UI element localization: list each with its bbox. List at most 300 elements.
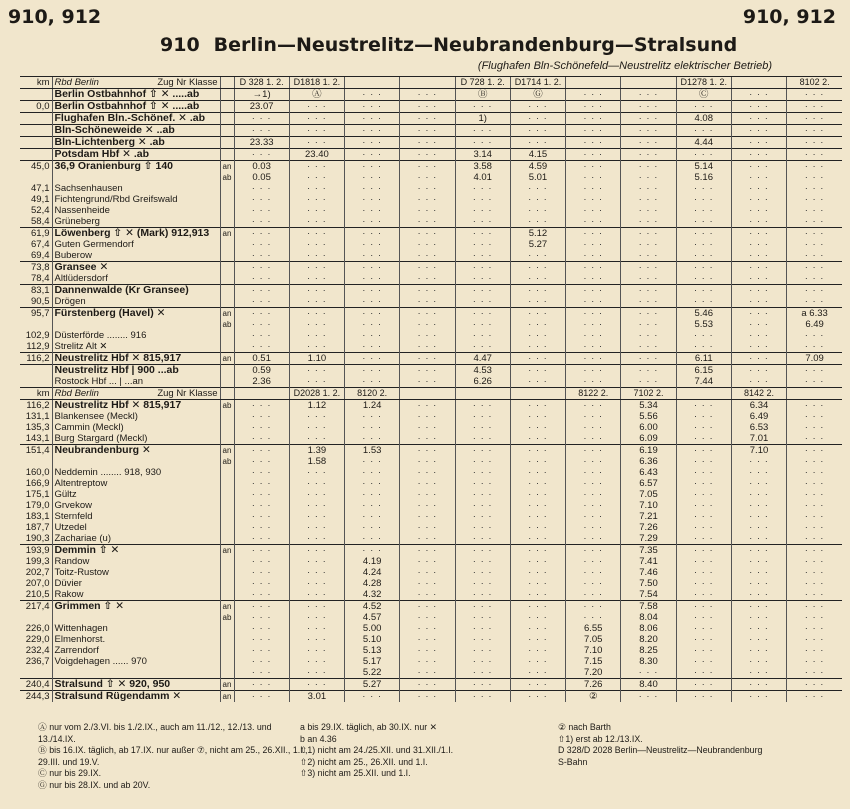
station-name: Fürstenberg (Havel) ✕	[52, 308, 220, 320]
time-cell: · · ·	[345, 205, 400, 216]
time-cell: · · ·	[731, 623, 786, 634]
time-cell: · · ·	[455, 285, 510, 297]
time-cell: · · ·	[289, 433, 344, 445]
time-cell: · · ·	[400, 285, 455, 297]
time-cell: 7.26	[621, 522, 676, 533]
arrival-departure-marker	[220, 296, 234, 308]
train-number: 8142 2.	[731, 388, 786, 400]
train-number	[676, 388, 731, 400]
time-cell: · · ·	[234, 467, 289, 478]
time-cell: · · ·	[510, 376, 565, 388]
timetable-row	[20, 433, 842, 445]
time-cell: · · ·	[400, 634, 455, 645]
time-cell: · · ·	[455, 183, 510, 194]
time-cell: · · ·	[731, 467, 786, 478]
time-cell: · · ·	[234, 522, 289, 533]
arrival-departure-marker	[220, 478, 234, 489]
time-cell: 6.11	[676, 353, 731, 365]
time-cell: · · ·	[345, 216, 400, 228]
time-cell: · · ·	[510, 411, 565, 422]
time-cell: · · ·	[455, 433, 510, 445]
timetable-row	[20, 353, 842, 365]
time-cell: · · ·	[731, 353, 786, 365]
time-cell: 4.52	[345, 601, 400, 613]
time-cell: · · ·	[400, 601, 455, 613]
time-cell: 6.26	[455, 376, 510, 388]
time-cell: · · ·	[234, 273, 289, 285]
time-cell: · · ·	[234, 149, 289, 161]
time-cell: · · ·	[400, 679, 455, 691]
time-cell: · · ·	[345, 239, 400, 250]
km-cell: 90,5	[31, 296, 50, 307]
time-cell: · · ·	[455, 634, 510, 645]
time-cell: · · ·	[566, 422, 621, 433]
time-cell: · · ·	[621, 250, 676, 262]
time-cell: 5.10	[345, 634, 400, 645]
time-cell: · · ·	[289, 467, 344, 478]
time-cell: 7.26	[566, 679, 621, 691]
km-cell: 226,0	[25, 623, 50, 634]
time-cell: · · ·	[621, 89, 676, 101]
time-cell: · · ·	[566, 612, 621, 623]
time-cell: · · ·	[455, 679, 510, 691]
time-cell: 8.40	[621, 679, 676, 691]
time-cell: · · ·	[676, 273, 731, 285]
time-cell: · · ·	[731, 228, 786, 240]
time-cell: · · ·	[400, 319, 455, 330]
time-cell: 0.59	[234, 365, 289, 377]
time-cell: · · ·	[566, 589, 621, 601]
arrival-departure-marker: ab	[220, 400, 234, 412]
time-cell: · · ·	[234, 216, 289, 228]
time-cell: · · ·	[400, 623, 455, 634]
time-cell: · · ·	[289, 296, 344, 308]
station-name: Berlin Ostbahnhof ⇧ ✕ .....ab	[52, 89, 220, 101]
time-cell: · · ·	[731, 89, 786, 101]
station-name: Voigdehagen ...... 970	[52, 656, 220, 667]
timetable-row	[20, 308, 842, 320]
station-name: Wittenhagen	[52, 623, 220, 634]
time-cell: · · ·	[566, 319, 621, 330]
time-cell: · · ·	[400, 250, 455, 262]
km-cell	[20, 376, 52, 388]
time-cell: · · ·	[400, 101, 455, 113]
time-cell: 4.59	[510, 161, 565, 173]
time-cell: · · ·	[731, 612, 786, 623]
time-cell: · · ·	[455, 319, 510, 330]
timetable-row	[20, 533, 842, 545]
time-cell: · · ·	[455, 589, 510, 601]
station-name: Gültz	[52, 489, 220, 500]
time-cell: · · ·	[400, 376, 455, 388]
time-cell: · · ·	[510, 623, 565, 634]
time-cell: · · ·	[787, 137, 842, 149]
time-cell: · · ·	[676, 433, 731, 445]
timetable-row	[20, 319, 842, 330]
station-name	[52, 172, 220, 183]
time-cell: · · ·	[455, 645, 510, 656]
time-cell: · · ·	[787, 161, 842, 173]
station-name: Altentreptow	[52, 478, 220, 489]
time-cell: · · ·	[289, 667, 344, 679]
km-cell: 52,4	[31, 205, 50, 216]
station-name: Neubrandenburg ✕	[52, 445, 220, 457]
arrival-departure-marker	[220, 285, 234, 297]
time-cell: · · ·	[621, 228, 676, 240]
time-cell: · · ·	[787, 205, 842, 216]
arrival-departure-marker	[220, 422, 234, 433]
train-number: 8120 2.	[345, 388, 400, 400]
km-cell	[20, 137, 52, 149]
time-cell: · · ·	[621, 691, 676, 703]
time-cell: · · ·	[345, 172, 400, 183]
time-cell: · · ·	[676, 216, 731, 228]
arrival-departure-marker	[220, 183, 234, 194]
time-cell: · · ·	[787, 285, 842, 297]
time-cell: · · ·	[289, 679, 344, 691]
timetable-row	[20, 511, 842, 522]
time-cell: · · ·	[345, 161, 400, 173]
arrival-departure-marker: an	[220, 161, 234, 173]
time-cell: · · ·	[510, 489, 565, 500]
time-cell: · · ·	[289, 376, 344, 388]
time-cell: · · ·	[400, 656, 455, 667]
zug-klasse-label: Zug Nr Klasse	[157, 388, 218, 399]
timetable-row	[20, 101, 842, 113]
table-title	[160, 34, 738, 56]
time-cell: · · ·	[731, 216, 786, 228]
time-cell: · · ·	[345, 273, 400, 285]
time-cell: · · ·	[566, 456, 621, 467]
arrival-departure-marker	[220, 489, 234, 500]
time-cell: · · ·	[676, 400, 731, 412]
time-cell: 1)	[455, 113, 510, 125]
time-cell: · · ·	[455, 330, 510, 341]
train-number	[566, 77, 621, 89]
time-cell: 0.03	[234, 161, 289, 173]
time-cell: · · ·	[289, 522, 344, 533]
timetable-row	[20, 89, 842, 101]
station-name: Neddemin ........ 918, 930	[52, 467, 220, 478]
time-cell: · · ·	[345, 319, 400, 330]
time-cell: · · ·	[345, 194, 400, 205]
time-cell: · · ·	[566, 101, 621, 113]
time-cell: · · ·	[289, 411, 344, 422]
time-cell: · · ·	[566, 250, 621, 262]
km-cell	[20, 125, 52, 137]
time-cell: 1.58	[289, 456, 344, 467]
time-cell: · · ·	[510, 578, 565, 589]
time-cell: · · ·	[787, 456, 842, 467]
time-cell: · · ·	[234, 478, 289, 489]
timetable-row	[20, 601, 842, 613]
timetable-row	[20, 149, 842, 161]
km-cell: 217,4	[20, 601, 52, 613]
time-cell: 5.16	[676, 172, 731, 183]
time-cell: · · ·	[787, 101, 842, 113]
time-cell: · · ·	[289, 545, 344, 557]
time-cell: 7.10	[621, 500, 676, 511]
time-cell: · · ·	[731, 645, 786, 656]
arrival-departure-marker	[220, 216, 234, 228]
time-cell: 5.46	[676, 308, 731, 320]
train-number	[787, 388, 842, 400]
time-cell: 1.53	[345, 445, 400, 457]
time-cell: · · ·	[787, 601, 842, 613]
train-number: 8122 2.	[566, 388, 621, 400]
time-cell: 7.41	[621, 556, 676, 567]
time-cell: · · ·	[455, 556, 510, 567]
time-cell: · · ·	[621, 353, 676, 365]
time-cell: · · ·	[234, 239, 289, 250]
time-cell: · · ·	[345, 330, 400, 341]
time-cell: · · ·	[731, 273, 786, 285]
time-cell: · · ·	[234, 341, 289, 353]
arrival-departure-marker	[220, 149, 234, 161]
timetable-row	[20, 656, 842, 667]
time-cell: · · ·	[400, 500, 455, 511]
time-cell: 4.24	[345, 567, 400, 578]
time-cell: · · ·	[234, 411, 289, 422]
km-cell: 143,1	[25, 433, 50, 444]
station-name: Neustrelitz Hbf ✕ 815,917	[52, 400, 220, 412]
station-name	[52, 667, 220, 679]
time-cell: · · ·	[621, 239, 676, 250]
time-cell: · · ·	[787, 489, 842, 500]
km-cell: 73,8	[20, 262, 52, 274]
km-cell: 183,1	[25, 511, 50, 522]
time-cell: · · ·	[400, 578, 455, 589]
time-cell: 6.43	[621, 467, 676, 478]
station-name: Burg Stargard (Meckl)	[52, 433, 220, 445]
arrival-departure-marker	[220, 262, 234, 274]
time-cell: · · ·	[566, 341, 621, 353]
time-cell: · · ·	[621, 376, 676, 388]
time-cell: · · ·	[621, 308, 676, 320]
time-cell: · · ·	[400, 533, 455, 545]
time-cell: · · ·	[234, 691, 289, 703]
arrival-departure-marker	[220, 250, 234, 262]
time-cell: 7.10	[731, 445, 786, 457]
timetable-row	[20, 578, 842, 589]
time-cell: · · ·	[234, 623, 289, 634]
time-cell: · · ·	[400, 667, 455, 679]
km-cell: 202,7	[25, 567, 50, 578]
time-cell: · · ·	[676, 511, 731, 522]
time-cell: · · ·	[289, 161, 344, 173]
time-cell: · · ·	[345, 250, 400, 262]
time-cell: · · ·	[566, 500, 621, 511]
time-cell: 6.36	[621, 456, 676, 467]
time-cell: · · ·	[621, 365, 676, 377]
time-cell: · · ·	[289, 422, 344, 433]
time-cell: · · ·	[676, 194, 731, 205]
time-cell: 7.44	[676, 376, 731, 388]
km-cell	[20, 612, 52, 623]
time-cell: · · ·	[787, 89, 842, 101]
time-cell: · · ·	[676, 545, 731, 557]
time-cell: · · ·	[289, 194, 344, 205]
time-cell: 6.15	[676, 365, 731, 377]
time-cell: · · ·	[676, 205, 731, 216]
time-cell: · · ·	[400, 433, 455, 445]
time-cell: · · ·	[400, 172, 455, 183]
time-cell: · · ·	[400, 330, 455, 341]
time-cell: · · ·	[400, 522, 455, 533]
time-cell: · · ·	[400, 183, 455, 194]
arrival-departure-marker: ab	[220, 456, 234, 467]
timetable-row	[20, 228, 842, 240]
time-cell: · · ·	[510, 308, 565, 320]
time-cell: · · ·	[676, 691, 731, 703]
time-cell: · · ·	[676, 634, 731, 645]
time-cell: · · ·	[787, 567, 842, 578]
time-cell: · · ·	[787, 250, 842, 262]
time-cell: · · ·	[676, 101, 731, 113]
time-cell: · · ·	[787, 623, 842, 634]
time-cell: · · ·	[676, 679, 731, 691]
time-cell: · · ·	[621, 137, 676, 149]
time-cell: · · ·	[289, 623, 344, 634]
time-cell: · · ·	[787, 433, 842, 445]
time-cell: 7.05	[621, 489, 676, 500]
time-cell: · · ·	[455, 511, 510, 522]
time-cell: · · ·	[345, 137, 400, 149]
time-cell: 8.25	[621, 645, 676, 656]
time-cell: 5.56	[621, 411, 676, 422]
km-cell: 112,9	[26, 341, 50, 352]
timetable-row	[20, 216, 842, 228]
footnote-line: ⇧1) erst ab 12./13.IX.	[558, 733, 643, 744]
km-cell	[20, 365, 52, 377]
time-cell: · · ·	[787, 400, 842, 412]
time-cell: · · ·	[234, 489, 289, 500]
time-cell: · · ·	[510, 250, 565, 262]
km-cell: 207,0	[25, 578, 50, 589]
timetable-row	[20, 623, 842, 634]
time-cell: · · ·	[731, 101, 786, 113]
time-cell: · · ·	[676, 556, 731, 567]
time-cell: · · ·	[289, 656, 344, 667]
time-cell: · · ·	[510, 533, 565, 545]
train-number: 7102 2.	[621, 388, 676, 400]
km-cell: 131,1	[25, 411, 50, 422]
timetable-row	[20, 194, 842, 205]
station-name: Randow	[52, 556, 220, 567]
time-cell: · · ·	[731, 511, 786, 522]
train-number: D2028 1. 2.	[289, 388, 344, 400]
time-cell: · · ·	[510, 205, 565, 216]
time-cell: · · ·	[787, 296, 842, 308]
time-cell: · · ·	[566, 273, 621, 285]
time-cell: · · ·	[676, 285, 731, 297]
time-cell: 6.19	[621, 445, 676, 457]
time-cell: · · ·	[289, 489, 344, 500]
timetable-row	[20, 250, 842, 262]
station-name: Dannenwalde (Kr Gransee)	[52, 285, 220, 297]
time-cell: · · ·	[345, 296, 400, 308]
time-cell: · · ·	[787, 149, 842, 161]
train-number	[345, 77, 400, 89]
time-cell: 4.15	[510, 149, 565, 161]
time-cell: · · ·	[345, 183, 400, 194]
time-cell: · · ·	[345, 433, 400, 445]
time-cell: · · ·	[289, 183, 344, 194]
km-cell: 116,2	[26, 400, 50, 411]
time-cell: · · ·	[731, 456, 786, 467]
time-cell: · · ·	[676, 467, 731, 478]
time-cell: · · ·	[455, 656, 510, 667]
time-cell: 5.12	[510, 228, 565, 240]
time-cell: 4.44	[676, 137, 731, 149]
time-cell: · · ·	[731, 113, 786, 125]
time-cell: · · ·	[676, 296, 731, 308]
timetable-row	[20, 113, 842, 125]
time-cell: · · ·	[345, 456, 400, 467]
time-cell: 6.34	[731, 400, 786, 412]
time-cell: · · ·	[676, 667, 731, 679]
time-cell: · · ·	[787, 589, 842, 601]
time-cell: · · ·	[566, 511, 621, 522]
station-name: 36,9 Oranienburg ⇧ 140	[52, 161, 220, 173]
time-cell: · · ·	[455, 500, 510, 511]
time-cell: · · ·	[731, 161, 786, 173]
arrival-departure-marker: an	[220, 679, 234, 691]
time-cell: · · ·	[400, 161, 455, 173]
table-number: 910	[160, 34, 200, 56]
time-cell: · · ·	[289, 216, 344, 228]
time-cell: · · ·	[510, 285, 565, 297]
timetable-row	[20, 273, 842, 285]
station-name: Sachsenhausen	[52, 183, 220, 194]
time-cell: · · ·	[510, 456, 565, 467]
timetable-row	[20, 172, 842, 183]
time-cell: 5.27	[510, 239, 565, 250]
time-cell: · · ·	[234, 433, 289, 445]
time-cell: 8.20	[621, 634, 676, 645]
time-cell: · · ·	[234, 511, 289, 522]
time-cell: · · ·	[676, 656, 731, 667]
time-cell: · · ·	[731, 589, 786, 601]
station-name: Bln-Schöneweide ✕ ..ab	[52, 125, 220, 137]
time-cell: · · ·	[400, 511, 455, 522]
timetable-row	[20, 567, 842, 578]
train-number	[621, 77, 676, 89]
time-cell: · · ·	[510, 365, 565, 377]
time-cell: 1.12	[289, 400, 344, 412]
time-cell: · · ·	[731, 285, 786, 297]
km-cell: 0,0	[20, 101, 52, 113]
station-name: Cammin (Meckl)	[52, 422, 220, 433]
station-header	[52, 77, 220, 89]
zug-klasse-label: Zug Nr Klasse	[157, 77, 218, 88]
time-cell: · · ·	[676, 578, 731, 589]
arrival-departure-marker: ab	[220, 612, 234, 623]
time-cell: · · ·	[289, 137, 344, 149]
time-cell: · · ·	[787, 216, 842, 228]
timetable-row	[20, 679, 842, 691]
arrival-departure-marker: ab	[220, 172, 234, 183]
time-cell: · · ·	[345, 113, 400, 125]
time-cell: · · ·	[455, 533, 510, 545]
time-cell: · · ·	[345, 500, 400, 511]
time-cell: · · ·	[234, 667, 289, 679]
time-cell: · · ·	[731, 533, 786, 545]
station-header	[52, 388, 220, 400]
time-cell: · · ·	[455, 411, 510, 422]
time-cell: · · ·	[455, 478, 510, 489]
footnote-line: Ⓖ nur bis 28.IX. und ab 20V.	[38, 779, 151, 790]
